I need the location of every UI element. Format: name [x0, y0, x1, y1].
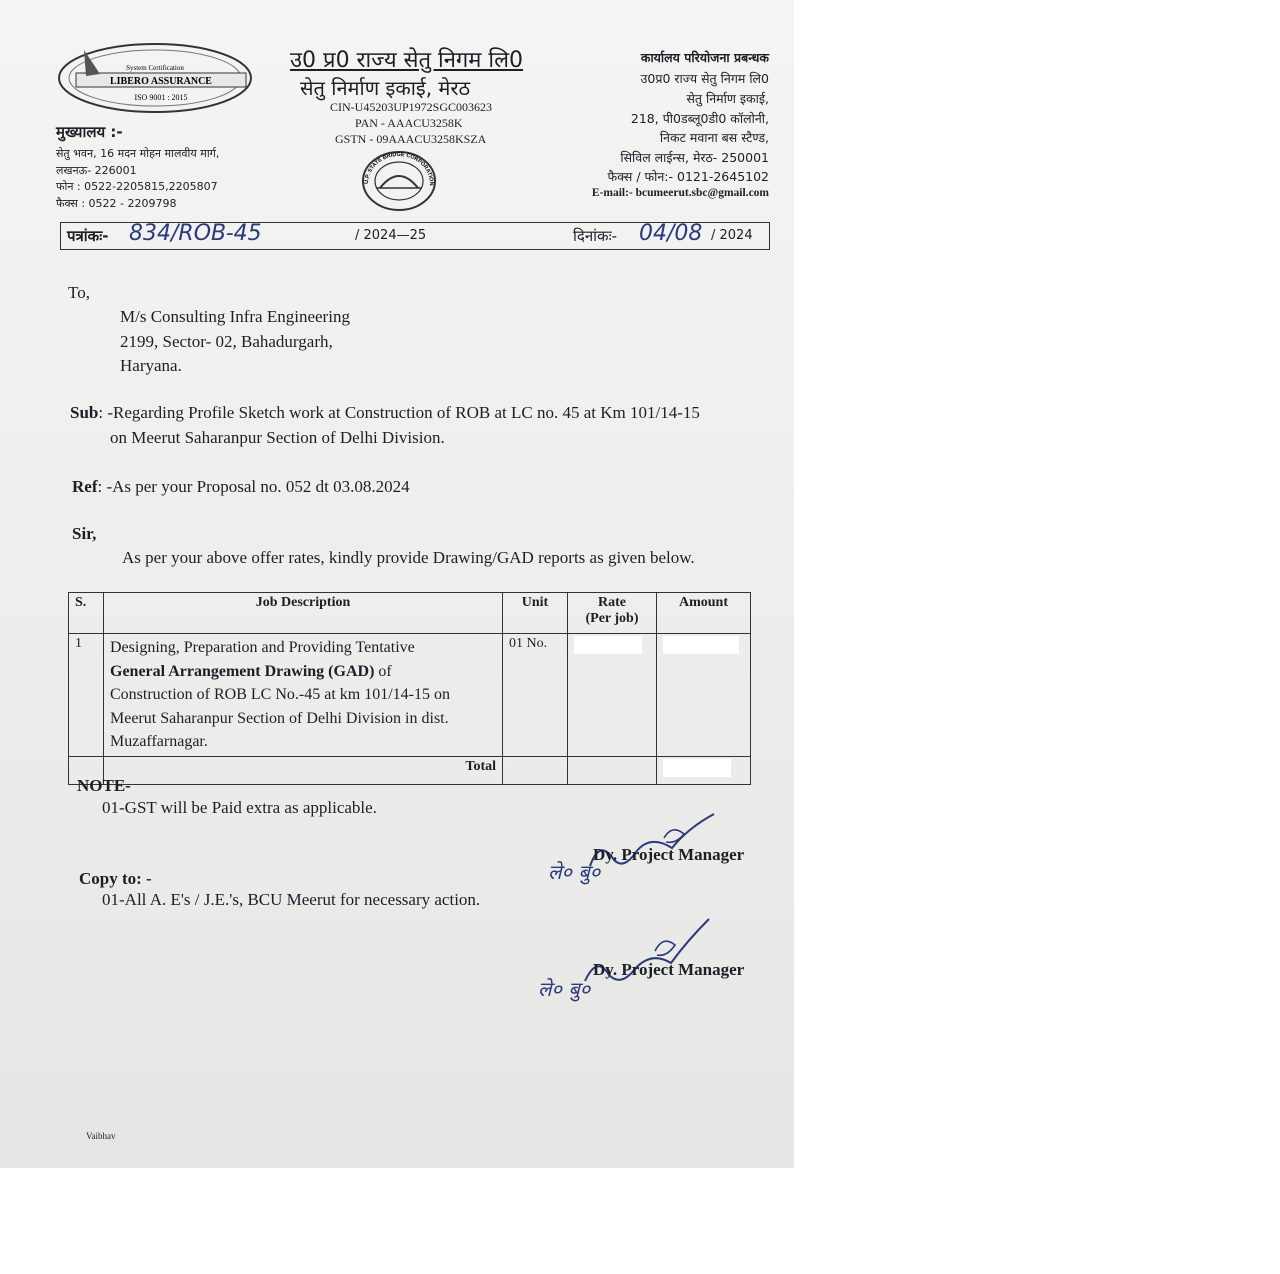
gstn-text: GSTN - 09AAACU3258KSZA — [335, 132, 487, 146]
head-office-line: फैक्स : 0522 - 2209798 — [56, 197, 177, 210]
addressee-line: Haryana. — [120, 356, 182, 375]
copy-label: Copy to: - — [79, 869, 152, 888]
office-line: उ0प्र0 राज्य सेतु निगम लि0 — [640, 71, 769, 86]
patrank-year: / 2024—25 — [355, 228, 427, 243]
cell-rate — [568, 634, 657, 757]
corporation-seal — [360, 150, 438, 212]
logo-iso-text: ISO 9001 : 2015 — [134, 93, 188, 102]
patrank-handwritten: 834/ROB-45 — [129, 221, 262, 246]
office-line: सेतु निर्माण इकाई, — [686, 91, 769, 106]
cin-text: CIN-U45203UP1972SGC003623 — [330, 100, 493, 114]
head-office-line: लखनऊ- 226001 — [56, 164, 137, 177]
footer-initials: Vaibhav — [86, 1131, 116, 1141]
redacted-rate — [574, 636, 642, 654]
desc-mid: of — [374, 662, 392, 680]
signature-1-handwriting: ले० बु० — [548, 860, 601, 884]
redacted-amount — [663, 636, 739, 654]
signature-1-title: Dy. Project Manager — [593, 845, 745, 864]
dinank-handwritten: 04/08 — [639, 221, 703, 246]
office-line: निकट मवाना बस स्टैण्ड, — [659, 130, 769, 145]
signature-2-title: Dy. Project Manager — [593, 960, 745, 979]
cell-sno: 1 — [69, 634, 104, 757]
header-desc: Job Description — [104, 593, 503, 634]
subject-label: Sub — [70, 403, 99, 422]
logo-top-text: System Certification — [126, 64, 184, 72]
dinank-label: दिनांकः- — [573, 227, 618, 245]
certification-logo — [56, 40, 254, 116]
total-label: Total — [104, 756, 503, 784]
desc-rest: Construction of ROB LC No.-45 at km 101/14-15 on — [110, 686, 450, 703]
rate-label: Rate — [598, 595, 626, 610]
header-rate — [568, 593, 657, 634]
subject-line-2: on Meerut Saharanpur Section of Delhi Division. — [110, 428, 445, 447]
note-item: 01-GST will be Paid extra as applicable. — [102, 798, 377, 817]
reference-text: : -As per your Proposal no. 052 dt 03.08.2024 — [97, 477, 410, 496]
desc-bold: General Arrangement Drawing (GAD) — [110, 662, 375, 680]
header-unit: Unit — [503, 593, 568, 634]
copy-item: 01-All A. E's / J.E.'s, BCU Meerut for necessary action. — [102, 890, 481, 909]
logo-brand-text: LIBERO ASSURANCE — [110, 76, 212, 87]
rate-sublabel: (Per job) — [585, 611, 639, 626]
total-row — [69, 756, 751, 784]
seal-text: U.P. STATE BRIDGE CORPORATION — [363, 151, 435, 186]
office-line: कार्यालय परियोजना प्रबन्धक — [640, 50, 769, 65]
office-email: E-mail:- bcumeerut.sbc@gmail.com — [591, 187, 769, 199]
unit-title: सेतु निर्माण इकाई, मेरठ — [300, 76, 471, 100]
cell-amount — [657, 634, 751, 757]
addressee-line: M/s Consulting Infra Engineering — [120, 307, 350, 326]
signature-2-handwriting: ले० बु० — [538, 977, 591, 1001]
org-title: उ0 प्र0 राज्य सेतु निगम लि0 — [290, 48, 524, 73]
signature-2-scribble — [575, 915, 715, 995]
note-label: NOTE- — [77, 776, 131, 795]
intro-text: As per your above offer rates, kindly provide Drawing/GAD reports as given below. — [122, 548, 695, 567]
head-office-line: सेतु भवन, 16 मदन मोहन मालवीय मार्ग, — [56, 147, 220, 160]
subject-text: : -Regarding Profile Sketch work at Construction of ROB at LC no. 45 at Km 101/14-15 — [98, 403, 700, 422]
head-office-line: फोन : 0522-2205815,2205807 — [56, 180, 218, 193]
table-header-row — [69, 593, 751, 634]
header-sno: S. — [69, 593, 104, 634]
office-line: 218, पी0डब्लू0डी0 कॉलोनी, — [630, 111, 769, 126]
desc-rest: Muzaffarnagar. — [110, 733, 208, 750]
desc-pre: Designing, Preparation and Providing Tentative — [110, 639, 415, 656]
to-label: To, — [68, 283, 90, 302]
cell-desc — [104, 634, 503, 757]
cell-unit: 01 No. — [503, 634, 568, 757]
signature-1-scribble — [580, 808, 720, 878]
patrank-label: पत्रांकः- — [67, 227, 109, 245]
subject-line — [70, 403, 700, 423]
office-line: फैक्स / फोन:- 0121-2645102 — [607, 169, 769, 184]
reference-bar — [60, 222, 770, 250]
desc-rest: Meerut Saharanpur Section of Delhi Division in dist. — [110, 709, 449, 727]
pan-text: PAN - AAACU3258K — [355, 116, 463, 130]
table-row — [69, 634, 751, 757]
job-table — [68, 592, 751, 785]
addressee-line: 2199, Sector- 02, Bahadurgarh, — [120, 332, 333, 351]
reference-label: Ref — [72, 477, 98, 496]
salutation: Sir, — [72, 524, 97, 543]
header-amount: Amount — [657, 593, 751, 634]
reference-line — [72, 477, 410, 497]
office-line: सिविल लाईन्स, मेरठ- 250001 — [620, 150, 769, 165]
redacted-total — [663, 759, 731, 777]
head-office-label: मुख्यालय :- — [56, 123, 123, 141]
dinank-year: / 2024 — [711, 228, 753, 243]
